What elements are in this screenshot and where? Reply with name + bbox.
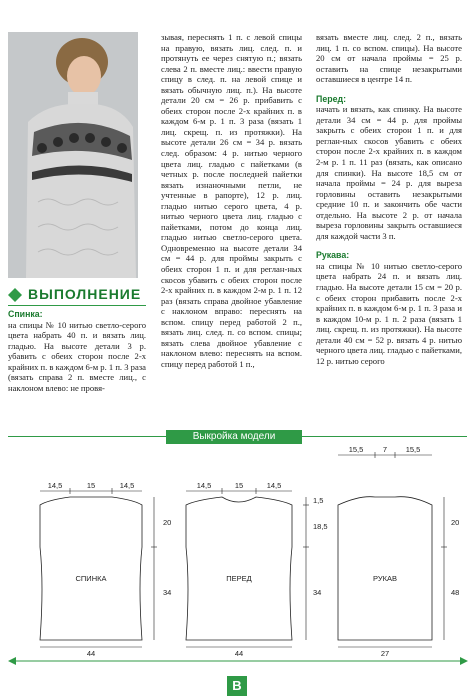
front-heading: Перед: xyxy=(316,93,346,104)
sleeve-dim-right-lower: 48 xyxy=(451,588,460,597)
sleeve-dim-top-mid: 7 xyxy=(382,445,388,454)
column-3 xyxy=(316,32,462,366)
arrow-left-icon xyxy=(8,657,16,665)
sleeve-text: на спицы № 10 нитью светло-серого цвета набрать 24 п. и вязать лиц. гладью. На высоте детали 15 см = 20 р. с обеих сторон прибавить после 2-х крайних п. в каждом 6-м р. 1 п. 3 раза и в каждом 10-м р. 1 п. 2 раза (вязать 1 лиц. скрещ. п. из протяжки). На высоте детали 40 см = 52 р. вязать 4 р. нитью черного цвета лиц. гладью с пайетками, 12 р. нитью серого xyxy=(316,260,462,366)
back-label: СПИНКА xyxy=(75,574,107,583)
back-text-end: вязать вместе лиц. след. 2 п., вязать лиц. 1 п. со вспом. спицы). На высоте 20 см от начала проймы = 25 р. оставить на спице незакрытыми оставшиеся в центре 14 п. xyxy=(316,32,462,85)
back-text-continued: зывая, переснять 1 п. с левой спицы на правую, вязать лиц. след. п. и протянуть ее через снятую п.; вязать слева 2 п. вместе лиц.: ввести правую спицу в след. п. на левой спице и вязать обычную лиц. п.). На высоте детали 20 см = 26 р. прибавить с обеих сторон после 2-х крайних п. в каждом 6-м р. 1 п. 3 раза (вязать 1 лиц. скрещ. п. из протяжки). На высоте детали 26 см = 34 р. вязать след. образом: 4 р. нитью черного цвета лиц. гладью с пайетками (в четных р. после последней пайетки вязать изнаночными петли, не учтенные в рапорте), 12 р. лиц. гладью нитью серого цвета, 4 р. нитью черного цвета лиц. гладью с пайетками, потом до конца лиц. гладью нитью светло-серого цвета. Одновременно на высоте детали 34 см = 44 р. для проймы закрыть с обеих сторон 1 п. и для реглан-ных скосов убавить с обеих сторон после 2-х крайних п. в каждом 2-м р. 1 п. 12 раз (вязать справа двойное убавление с наклоном вправо: переснять на вспом. спицу перед работой 2 п., вязать лиц. след. п. со вспом. спицы; вязать слева двойное убавление с наклоном влево: переснять на вспом. спицу перед работой 1 п., xyxy=(161,32,302,369)
section-rule xyxy=(8,305,146,306)
back-outline xyxy=(40,497,142,640)
pattern-banner: Выкройка модели xyxy=(166,430,302,444)
front-dim-top-mid: 15 xyxy=(234,481,244,490)
section-title: ВЫПОЛНЕНИЕ xyxy=(28,286,142,302)
back-dim-top-right: 14,5 xyxy=(119,481,135,490)
sleeve-label: РУКАВ xyxy=(373,574,397,583)
back-dim-top-left: 14,5 xyxy=(47,481,63,490)
back-dim-right-lower: 34 xyxy=(163,588,172,597)
front-text: начать и вязать, как спинку. На высоте детали 34 см = 44 р. для проймы закрыть с обеих сторон 1 п. и для реглан-ных скосов убавить с обеих сторон после 2-х крайних п. в каждом 2-м р. 1 п. 11 раз (вязать, как описано для спинки). На высоте 18,5 см от начала проймы = 24 р. для выреза горловины оставить незакрытыми средние 10 п. и закончить обе части отдельно. На высоте 2 р. от начала выреза горловины закрыть оставшиеся для каждой части 3 п. xyxy=(316,104,462,241)
front-dim-bottom: 44 xyxy=(234,649,244,658)
page-letter-badge: B xyxy=(227,676,247,696)
back-dim-top-mid: 15 xyxy=(86,481,96,490)
section-header xyxy=(8,286,146,304)
front-dim-right-top: 1,5 xyxy=(313,496,324,505)
arrow-right-icon xyxy=(460,657,468,665)
column-2 xyxy=(161,32,302,370)
sleeve-outline xyxy=(338,497,432,640)
front-outline xyxy=(186,497,292,640)
front-dim-top-right: 14,5 xyxy=(266,481,282,490)
sleeve-dim-right-upper: 20 xyxy=(451,518,460,527)
back-heading: Спинка: xyxy=(8,309,43,319)
sleeve-heading: Рукава: xyxy=(316,250,350,261)
back-text: на спицы № 10 нитью светло-серого цвета набрать 40 п. и вязать лиц. гладью. На высоте детали 3 р. убавить с обеих сторон после 2-х крайних п. в каждом 6-м р. 1 п. 3 раза (вязать справа 2 п. вместе лиц., с наклоном влево: не провя- xyxy=(8,319,146,393)
front-dim-top-left: 14,5 xyxy=(196,481,212,490)
sleeve-dim-bottom: 27 xyxy=(380,649,390,658)
column-1 xyxy=(8,309,146,393)
sleeve-dim-top-right: 15,5 xyxy=(405,445,421,454)
diamond-ornament-icon xyxy=(8,288,22,302)
front-dim-right-lower: 34 xyxy=(313,588,322,597)
back-dim-right-upper: 20 xyxy=(163,518,172,527)
pattern-diagrams xyxy=(0,445,475,670)
back-dim-bottom: 44 xyxy=(86,649,96,658)
sweater-photo xyxy=(8,32,138,278)
sleeve-dim-top-left: 15,5 xyxy=(348,445,364,454)
front-label: ПЕРЕД xyxy=(226,574,252,583)
front-dim-right-upper: 18,5 xyxy=(313,522,328,531)
